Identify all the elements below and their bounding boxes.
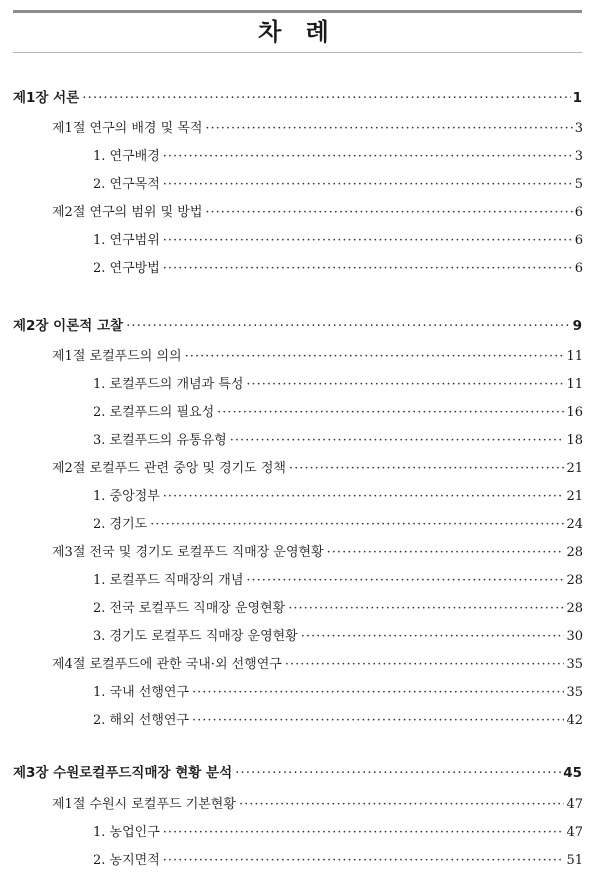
toc-entry-page: 1 bbox=[572, 90, 582, 106]
dot-leader bbox=[163, 489, 565, 504]
dot-leader bbox=[235, 765, 561, 781]
dot-leader bbox=[230, 433, 565, 448]
toc-entry-title: 제3장 수원로컬푸드직매장 현황 분석 bbox=[13, 765, 233, 781]
dot-leader bbox=[163, 177, 573, 192]
toc-entry-title: 3. 로컬푸드의 유통유형 bbox=[93, 433, 227, 448]
toc-entry-page: 6 bbox=[574, 261, 583, 276]
dot-leader bbox=[150, 517, 564, 532]
toc-entry-page: 35 bbox=[566, 657, 583, 672]
toc-entry-page: 21 bbox=[566, 461, 583, 476]
toc-entry-title: 3. 경기도 로컬푸드 직매장 운영현황 bbox=[93, 629, 298, 644]
dot-leader bbox=[192, 713, 564, 728]
toc-entry-page: 24 bbox=[566, 517, 583, 532]
dot-leader bbox=[163, 233, 573, 248]
toc-entry-title: 제1절 연구의 배경 및 목적 bbox=[52, 121, 203, 136]
dot-leader bbox=[163, 261, 573, 276]
dot-leader bbox=[289, 461, 564, 476]
toc-entry-item[interactable] bbox=[93, 681, 583, 700]
toc-entry-page: 11 bbox=[566, 377, 583, 392]
toc-entry-section[interactable] bbox=[52, 345, 583, 364]
toc-entry-title: 제2장 이론적 고찰 bbox=[13, 318, 124, 334]
toc-entry-item[interactable] bbox=[93, 569, 583, 588]
toc-entry-chapter[interactable] bbox=[13, 761, 582, 781]
toc-entry-item[interactable] bbox=[93, 485, 583, 504]
toc-entry-title: 2. 로컬푸드의 필요성 bbox=[93, 405, 215, 420]
toc-entry-page: 16 bbox=[566, 405, 583, 420]
toc-entry-page: 47 bbox=[566, 797, 583, 812]
toc-entry-item[interactable] bbox=[93, 173, 583, 192]
toc-entry-page: 45 bbox=[563, 765, 582, 781]
toc-entry-title: 1. 로컬푸드의 개념과 특성 bbox=[93, 377, 244, 392]
toc-entry-title: 2. 경기도 bbox=[93, 517, 148, 532]
toc-entry-section[interactable] bbox=[52, 793, 583, 812]
toc-entry-page: 28 bbox=[566, 545, 583, 560]
toc-entry-title: 제1절 로컬푸드의 의의 bbox=[52, 349, 182, 364]
toc-entry-section[interactable] bbox=[52, 653, 583, 672]
dot-leader bbox=[82, 90, 570, 106]
toc-entry-title: 1. 로컬푸드 직매장의 개념 bbox=[93, 573, 244, 588]
dot-leader bbox=[126, 318, 571, 334]
toc-entry-title: 1. 국내 선행연구 bbox=[93, 685, 190, 700]
toc-entry-page: 21 bbox=[566, 489, 583, 504]
toc-entry-title: 제3절 전국 및 경기도 로컬푸드 직매장 운영현황 bbox=[52, 545, 324, 560]
toc-entry-title: 1. 농업인구 bbox=[93, 825, 160, 840]
toc-entry-item[interactable] bbox=[93, 513, 583, 532]
toc-entry-page: 18 bbox=[566, 433, 583, 448]
toc-entry-title: 2. 연구목적 bbox=[93, 177, 160, 192]
toc-entry-page: 47 bbox=[566, 825, 583, 840]
page-title: 차 례 bbox=[258, 18, 337, 46]
toc-entry-page: 6 bbox=[574, 205, 583, 220]
toc-entry-title: 2. 농지면적 bbox=[93, 853, 160, 868]
toc-entry-page: 11 bbox=[566, 349, 583, 364]
toc-entry-title: 제2절 연구의 범위 및 방법 bbox=[52, 205, 203, 220]
toc-entry-title: 1. 중앙정부 bbox=[93, 489, 160, 504]
toc-entry-item[interactable] bbox=[93, 145, 583, 164]
toc-entry-page: 30 bbox=[566, 629, 583, 644]
dot-leader bbox=[239, 797, 565, 812]
toc-entry-page: 6 bbox=[574, 233, 583, 248]
dot-leader bbox=[163, 853, 565, 868]
toc-entry-title: 제1절 수원시 로컬푸드 기본현황 bbox=[52, 797, 236, 812]
toc-entry-chapter[interactable] bbox=[13, 314, 582, 334]
toc-entry-item[interactable] bbox=[93, 429, 583, 448]
toc-entry-section[interactable] bbox=[52, 201, 583, 220]
dot-leader bbox=[246, 573, 564, 588]
toc-entry-item[interactable] bbox=[93, 849, 583, 868]
dot-leader bbox=[288, 601, 564, 616]
dot-leader bbox=[192, 685, 564, 700]
dot-leader bbox=[163, 825, 565, 840]
toc-entry-chapter[interactable] bbox=[13, 86, 582, 106]
dot-leader bbox=[217, 405, 564, 420]
top-rule bbox=[13, 10, 582, 13]
toc-entry-item[interactable] bbox=[93, 373, 583, 392]
toc-entry-page: 9 bbox=[572, 318, 582, 334]
toc-entry-title: 2. 연구방법 bbox=[93, 261, 160, 276]
toc-entry-page: 42 bbox=[566, 713, 583, 728]
toc-entry-page: 51 bbox=[566, 853, 583, 868]
toc-entry-title: 2. 전국 로컬푸드 직매장 운영현황 bbox=[93, 601, 286, 616]
toc-entry-item[interactable] bbox=[93, 597, 583, 616]
toc-entry-page: 28 bbox=[566, 573, 583, 588]
dot-leader bbox=[205, 121, 572, 136]
toc-entry-page: 3 bbox=[574, 149, 583, 164]
toc-entry-section[interactable] bbox=[52, 117, 583, 136]
toc-entry-item[interactable] bbox=[93, 709, 583, 728]
dot-leader bbox=[246, 377, 564, 392]
toc-entry-title: 제2절 로컬푸드 관련 중앙 및 경기도 정책 bbox=[52, 461, 286, 476]
toc-entry-page: 3 bbox=[574, 121, 583, 136]
dot-leader bbox=[285, 657, 565, 672]
toc-entry-item[interactable] bbox=[93, 257, 583, 276]
dot-leader bbox=[163, 149, 573, 164]
toc-entry-page: 5 bbox=[574, 177, 583, 192]
toc-entry-page: 35 bbox=[566, 685, 583, 700]
toc-entry-title: 1. 연구배경 bbox=[93, 149, 160, 164]
toc-entry-title: 제1장 서론 bbox=[13, 90, 80, 106]
toc-entry-item[interactable] bbox=[93, 229, 583, 248]
dot-leader bbox=[205, 205, 572, 220]
toc-entry-item[interactable] bbox=[93, 821, 583, 840]
dot-leader bbox=[185, 349, 565, 364]
toc-entry-item[interactable] bbox=[93, 401, 583, 420]
toc-entry-page: 28 bbox=[566, 601, 583, 616]
toc-entry-section[interactable] bbox=[52, 541, 583, 560]
dot-leader bbox=[301, 629, 565, 644]
toc-entry-title: 1. 연구범위 bbox=[93, 233, 160, 248]
dot-leader bbox=[327, 545, 565, 560]
toc-entry-title: 2. 해외 선행연구 bbox=[93, 713, 190, 728]
title-underline bbox=[13, 52, 582, 53]
toc-entry-section[interactable] bbox=[52, 457, 583, 476]
toc-entry-title: 제4절 로컬푸드에 관한 국내·외 선행연구 bbox=[52, 657, 282, 672]
toc-entry-item[interactable] bbox=[93, 625, 583, 644]
